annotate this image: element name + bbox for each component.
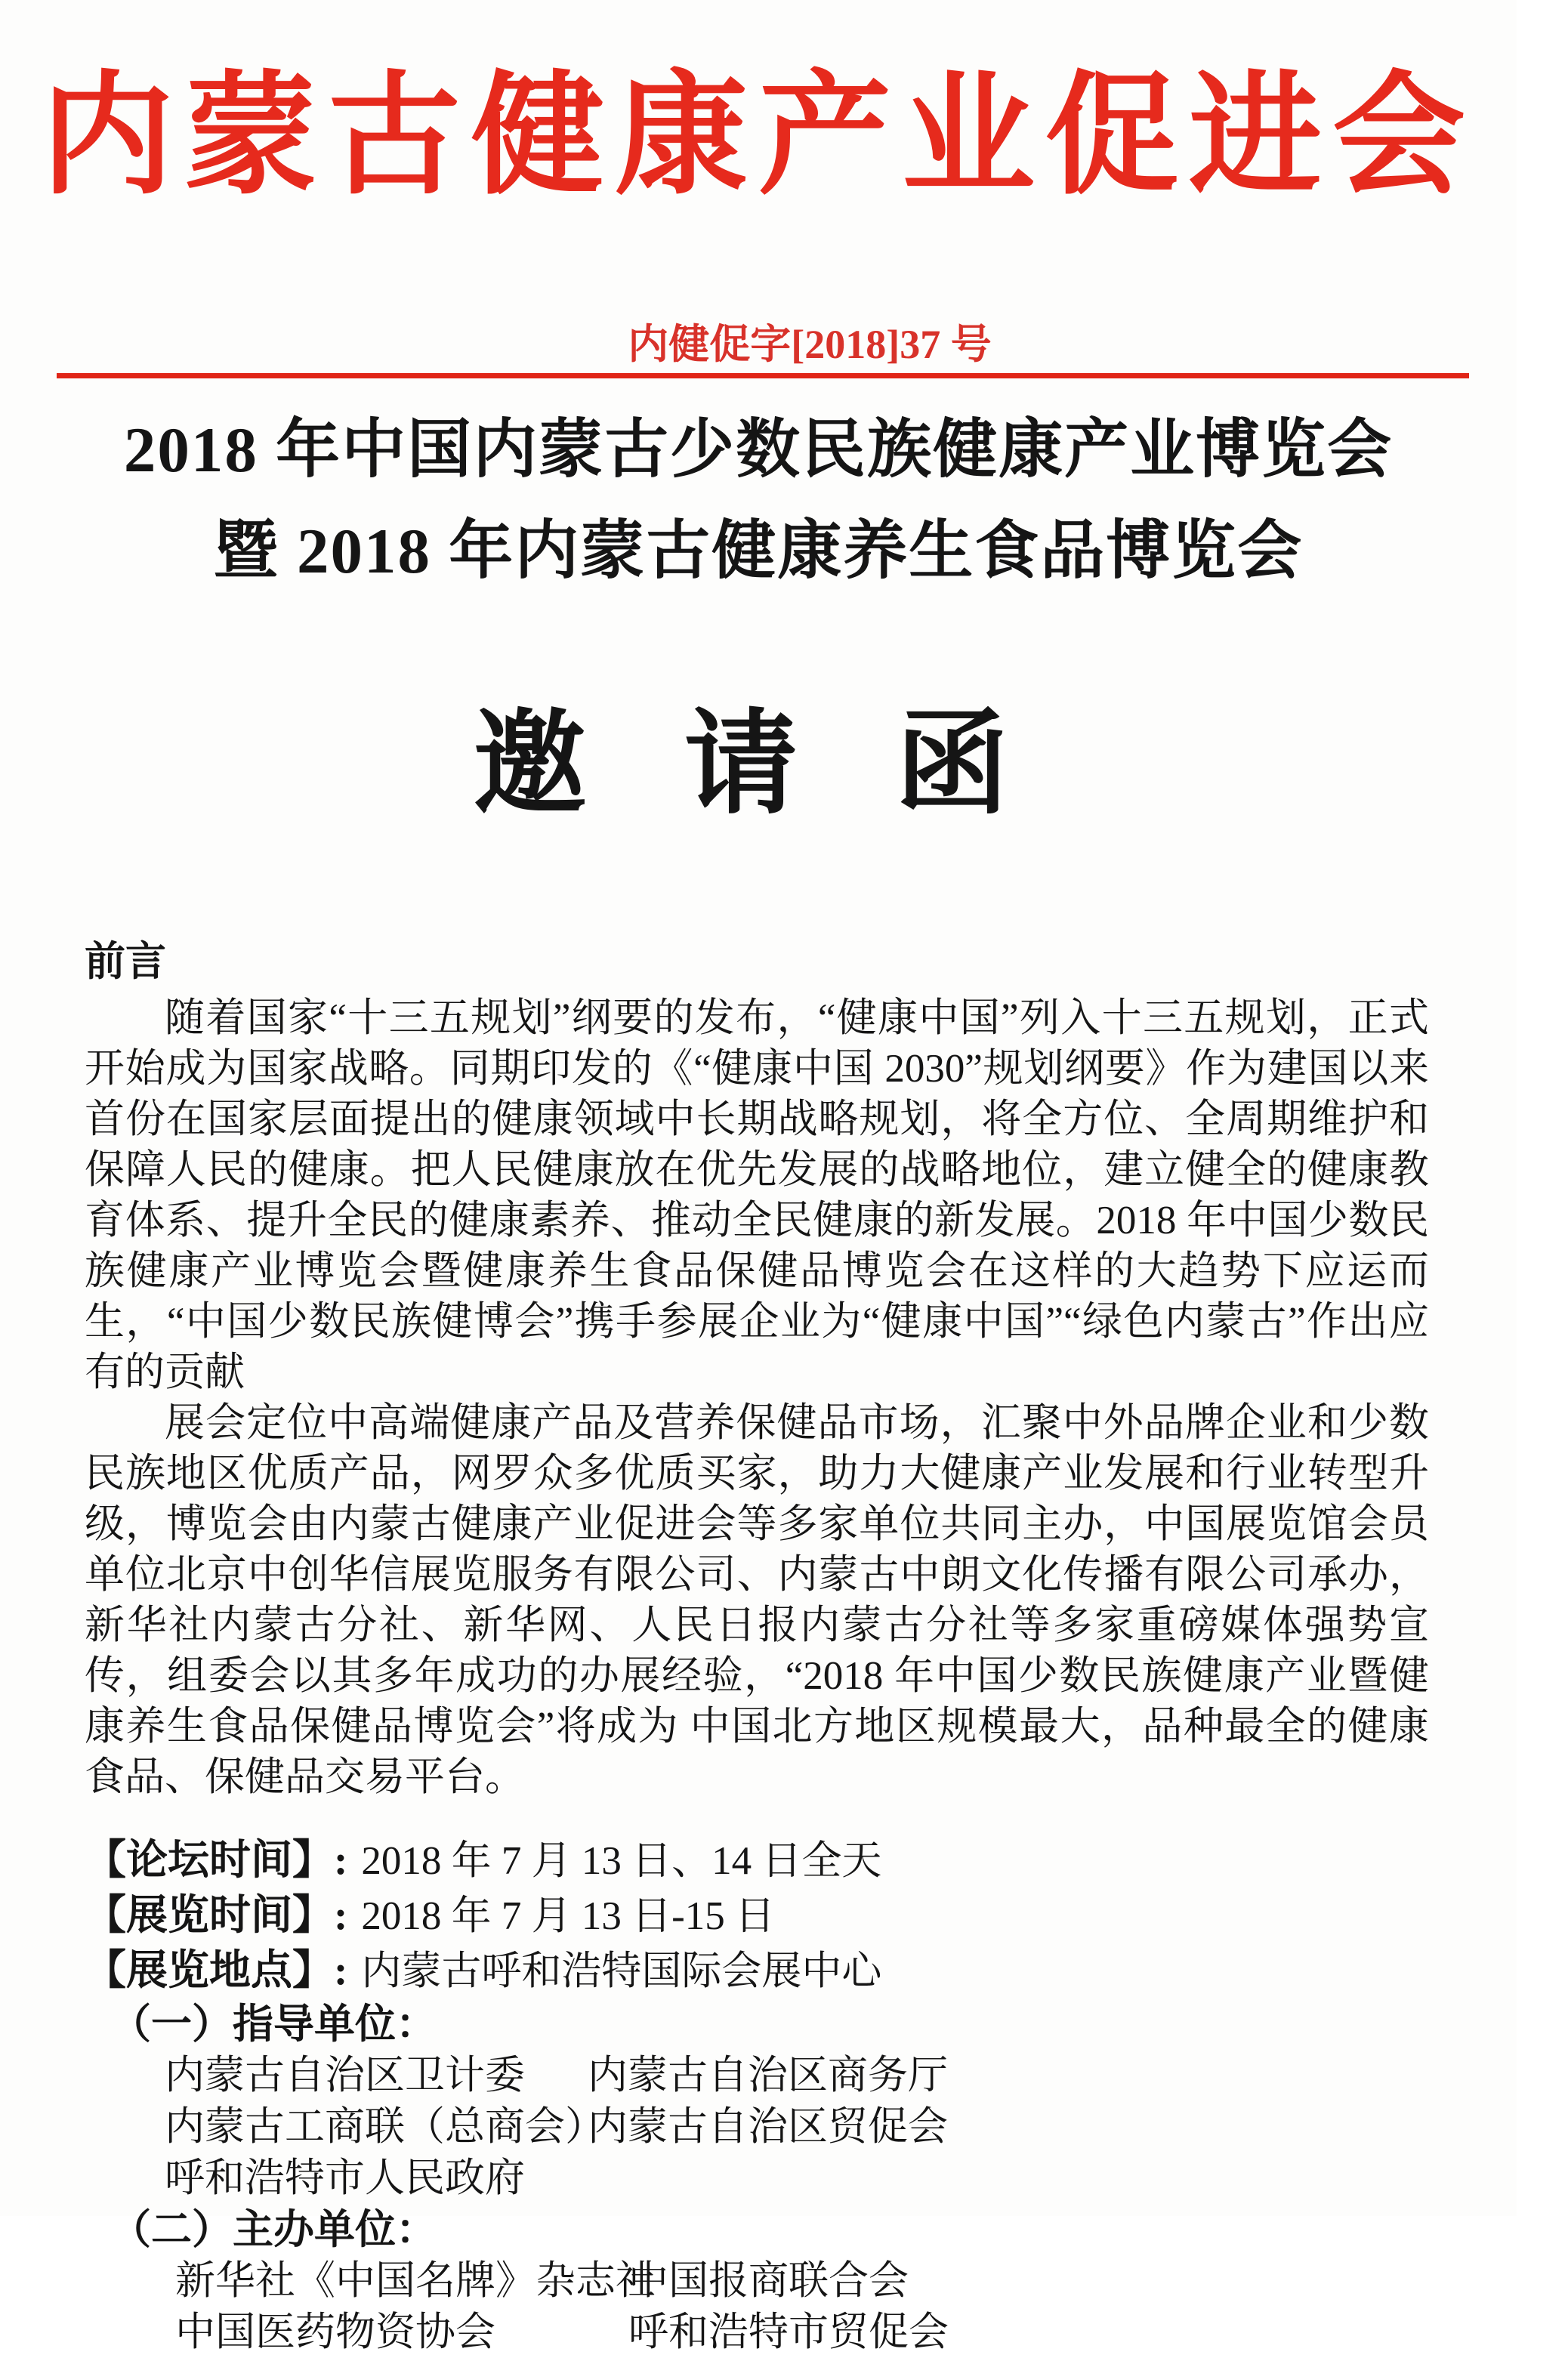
org-name: 中国报商联合会 (628, 2259, 909, 2303)
event-title-line2: 暨 2018 年内蒙古健康养生食品博览会 (213, 516, 1304, 587)
document-body (85, 939, 1429, 2358)
org-name: 中国医药物资协会 (175, 2310, 495, 2354)
guidance-units-row-2 (85, 2101, 1429, 2153)
section-heading-host-units: （二）主办单位： (110, 2207, 437, 2252)
exhibition-venue-label: 【展览地点】: (85, 1947, 348, 1993)
preface-paragraph-2: 展会定位中高端健康产品及营养保健品市场，汇聚中外品牌企业和少数民族地区优质产品，网罗众多优质买家，助力大健康产业发展和行业转型升级，博览会由内蒙古健康产业促进会等多家单位共同主办，中国展览馆会员单位北京中创华信展览服务有限公司、内蒙古中朗文化传播有限公司承办，新华社内蒙古分社、新华网、人民日报内蒙古分社等多家重磅媒体强势宣传，组委会以其多年成功的办展经验，“2018 年中国少数民族健康产业暨健康养生食品保健品博览会”将成为 中国北方地区规模最大，品种最全的健康食品、保健品交易平台。 (85, 1401, 1429, 1799)
guidance-units-row-1 (85, 2050, 1429, 2101)
host-units-row-2 (85, 2307, 1429, 2358)
org-name: 呼和浩特市贸促会 (628, 2310, 949, 2354)
exhibition-venue-value: 内蒙古呼和浩特国际会展中心 (361, 1949, 882, 1993)
preface-paragraph-1: 随着国家“十三五规划”纲要的发布，“健康中国”列入十三五规划，正式开始成为国家战略。同期印发的《“健康中国 2030”规划纲要》作为建国以来首份在国家层面提出的健康领域中长期战略规划，将全方位、全周期维护和保障人民的健康。把人民健康放在优先发展的战略地位，建立健全的健康教育体系、提升全民的健康素养、推动全民健康的新发展。2018 年中国少数民族健康产业博览会暨健康养生食品保健品博览会在这样的大趋势下应运而生，“中国少数民族健博会”携手参展企业为“健康中国”“绿色内蒙古”作出应有的贡献 (85, 996, 1429, 1394)
org-name: 内蒙古自治区商务厅 (588, 2054, 948, 2097)
red-divider-rule (57, 373, 1469, 378)
exhibition-venue-line (85, 1943, 1429, 1998)
exhibition-time-label: 【展览时间】: (85, 1892, 348, 1938)
invitation-letter-title: 邀 请 函 (473, 702, 1044, 828)
org-name: 内蒙古自治区卫计委 (165, 2054, 525, 2097)
forum-time-label: 【论坛时间】: (85, 1837, 348, 1883)
org-name: 呼和浩特市人民政府 (165, 2156, 525, 2200)
schedule-info-block (85, 1833, 1429, 1998)
host-units-row-1 (85, 2255, 1429, 2307)
org-name: 新华社《中国名牌》杂志社 (175, 2259, 656, 2303)
event-title-line1: 2018 年中国内蒙古少数民族健康产业博览会 (123, 415, 1394, 486)
forum-time-line (85, 1833, 1429, 1888)
guidance-units-row-3 (85, 2153, 1429, 2204)
exhibition-time-line (85, 1888, 1429, 1943)
forum-time-value: 2018 年 7 月 13 日、14 日全天 (361, 1839, 882, 1883)
org-name: 内蒙古自治区贸促会 (588, 2105, 948, 2149)
preface-heading: 前言 (85, 939, 166, 984)
exhibition-time-value: 2018 年 7 月 13 日-15 日 (361, 1894, 775, 1938)
org-masthead-title: 内蒙古健康产业促进会 (40, 63, 1476, 211)
section-heading-guidance-units: （一）指导单位： (110, 2002, 437, 2047)
doc-number: 内健促字[2018]37 号 (628, 322, 992, 367)
org-name: 内蒙古工商联（总商会） (165, 2105, 605, 2149)
